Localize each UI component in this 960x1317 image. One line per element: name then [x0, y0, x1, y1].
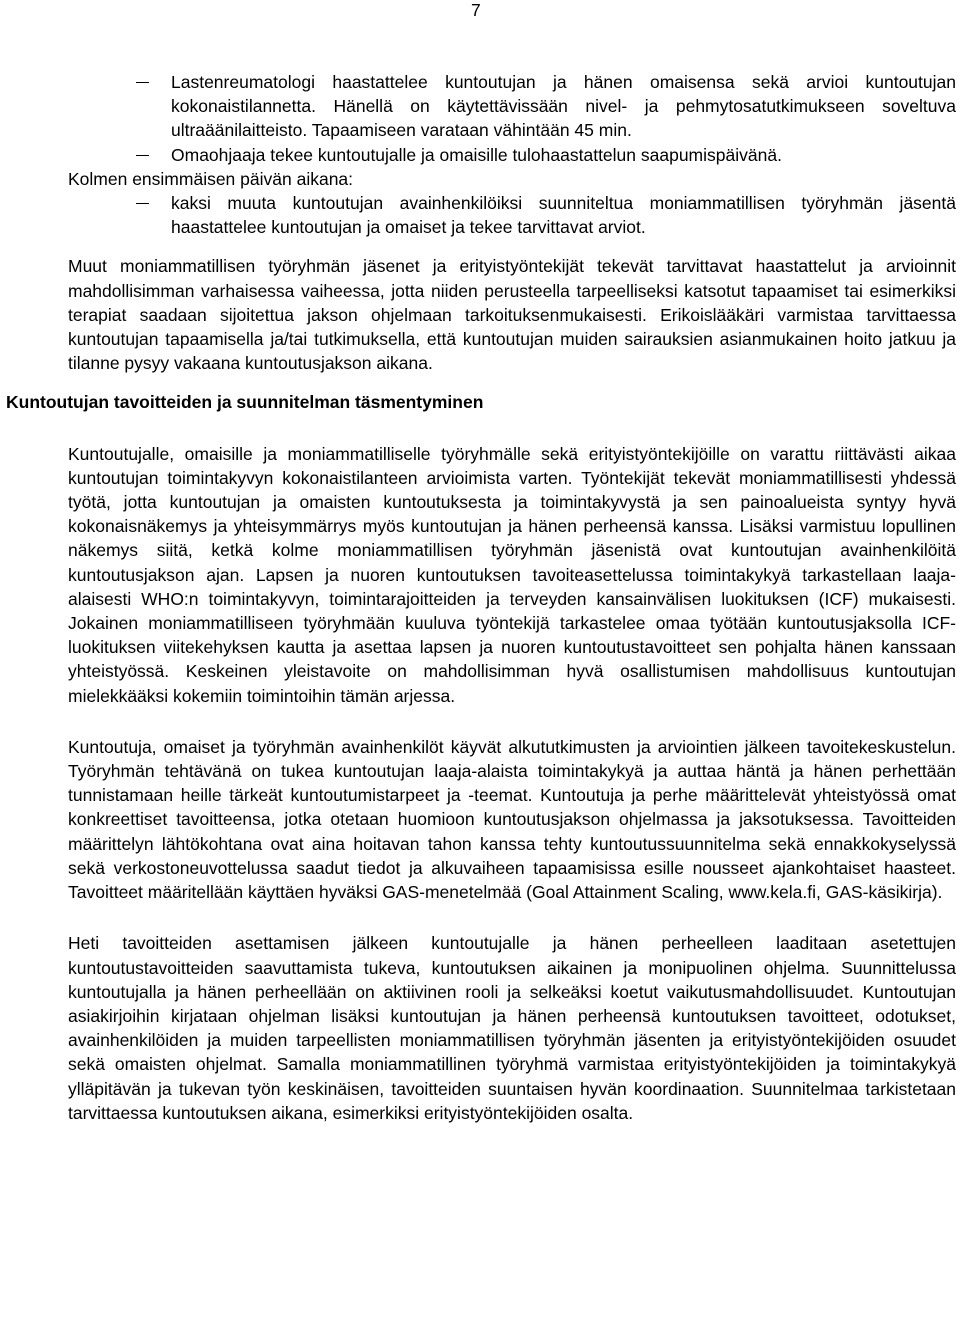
list-item-text: Omaohjaaja tekee kuntoutujalle ja omaisille tulohaastattelun saapumispäivänä. — [171, 144, 782, 165]
first-days-intro: Kolmen ensimmäisen päivän aikana: — [68, 168, 354, 189]
list-item-text: Lastenreumatologi haastattelee kuntoutujan ja hänen omaisensa sekä arvioi kuntoutujan kokonaistilannetta. Hänellä on käytettävissään nivel- ja pehmytosatutkimukseen soveltuva ultraäänilaitteisto. Tapaamiseen varataan vähintään 45 min. — [171, 72, 956, 141]
document-body — [6, 70, 956, 1125]
paragraph-goals-2: Kuntoutuja, omaiset ja työryhmän avainhenkilöt käyvät alkututkimusten ja arviointien jälkeen tavoitekeskustelun. Työryhmän tehtävänä on tukea kuntoutujan laaja-alaista toimintakykyä ja auttaa häntä ja hänen perhettään tunnistamaan heille tärkeät kuntoutumistarpeet ja -teemat. Kuntoutuja ja perhe määrittelevät yhteistyössä omat konkreettiset tavoitteensa, jotka otetaan huomioon kuntoutusjakson ohjelmassa ja jaksotuksessa. Tavoitteiden määrittelyn lähtökohtana ovat aina hoitavan tahon kanssa tehty kuntoutussuunnitelma sekä ennakkokyselyssä sekä verkostoneuvottelussa saadut tiedot ja alkuvaiheen tapaamisissa esille nousseet ajankohtaiset haasteet. Tavoitteet määritellään käyttäen hyväksi GAS-menetelmää (Goal Attainment Scaling, www.kela.fi, GAS-käsikirja). — [68, 736, 956, 903]
list-item — [0, 70, 956, 143]
list-item — [68, 191, 956, 239]
dash-bullet — [136, 203, 149, 204]
paragraph-goals-1: Kuntoutujalle, omaisille ja moniammatilliselle työryhmälle sekä erityistyöntekijöille on varattu riittävästi aikaa kuntoutujan toimintakyvyn kokonaistilanteen arvioimista varten. Työntekijät tekevät moniammatillisesti yhdessä työtä, jotta kuntoutujan ja omaisten kuntoutuksesta ja toimintakyvystä ja sen painoalueista syntyy hyvä kokonaisnäkemys ja yhteisymmärrys myös kuntoutujan ja hänen perheensä kanssa. Lisäksi varmistuu lopullinen näkemys siitä, ketkä kolme moniammatillisen työryhmän jäsenistä ovat kuntoutujan avainhenkilöitä kuntoutusjakson ajan. Lapsen ja nuoren kuntoutuksen tavoiteasettelussa toimintakykyä tarkastellaan laaja-alaisesti WHO:n toimintakyvyn, toimintarajoitteiden ja terveyden kansainvälisen luokituksen (ICF) mukaisesti. Jokainen moniammatilliseen työryhmään kuuluva työntekijä tarkastelee omaa työtään kuntoutusjaksolla ICF-luokituksen viitekehyksen kautta ja asettaa lapsen ja nuoren kuntoutustavoitteet sen pohjalta hänen kanssaan yhteistyössä. Keskeinen yleistavoite on mahdollisimman hyvä osallistumisen mahdollisuus kuntoutujan mielekkääksi kokemiin toimintoihin tämän arjessa. — [68, 443, 956, 706]
paragraph-goals-3: Heti tavoitteiden asettamisen jälkeen kuntoutujalle ja hänen perheelleen laaditaan asetettujen kuntoutustavoitteiden saavuttamista tukeva, kuntoutuksen aikainen ja monipuolinen ohjelma. Suunnittelussa kuntoutujalla ja hänen perheellään on aktiivinen rooli ja selkeäksi koetut vaikutusmahdollisuudet. Kuntoutujan asiakirjoihin kirjataan ohjelman lisäksi kuntoutujan ja hänen perheensä kuntoutuksen tavoitteet, odotukset, avainhenkilöiden ja muiden tarpeellisten moniammatillisen työryhmän jäsenten ja erityistyöntekijöiden osuudet sekä omaisten ohjelmat. Samalla moniammatillinen työryhmä varmistaa erityistyöntekijöiden ja toimintakykyä ylläpitävän ja tukevan työn keskinäisen, tavoitteiden suuntaisen hyvän koordinaation. Suunnitelmaa tarkistetaan tarvittaessa kuntoutuksen aikana, esimerkiksi erityistyöntekijöiden osalta. — [68, 933, 956, 1123]
top-dash-list — [0, 70, 956, 167]
first-days-dash-list — [68, 191, 956, 239]
section-heading: Kuntoutujan tavoitteiden ja suunnitelman täsmentyminen — [6, 392, 484, 413]
dash-bullet — [136, 155, 149, 156]
list-item-text: kaksi muuta kuntoutujan avainhenkilöiksi suunniteltua moniammatillisen työryhmän jäsentä haastattelee kuntoutujan ja omaiset ja tekee tarvittavat arviot. — [171, 193, 956, 238]
list-item — [0, 143, 956, 167]
paragraph-other-members: Muut moniammatillisen työryhmän jäsenet ja erityistyöntekijät tekevät tarvittavat haastattelut ja arvioinnit mahdollisimman varhaisessa vaiheessa, jotta niiden perusteella tarpeelliseksi katsotut tapaamiset tai esimerkiksi terapiat saadaan sijoitettua jakson ohjelmaan tarkoituksenmukaisesti. Erikoislääkäri varmistaa tarvittaessa kuntoutujan tapaamisella ja/tai tutkimuksella, että kuntoutujan muiden sairauksien asianmukainen hoito jatkuu ja tilanne pysyy vakaana kuntoutusjakson aikana. — [68, 256, 956, 374]
dash-bullet — [136, 82, 149, 83]
page-number: 7 — [471, 0, 481, 20]
